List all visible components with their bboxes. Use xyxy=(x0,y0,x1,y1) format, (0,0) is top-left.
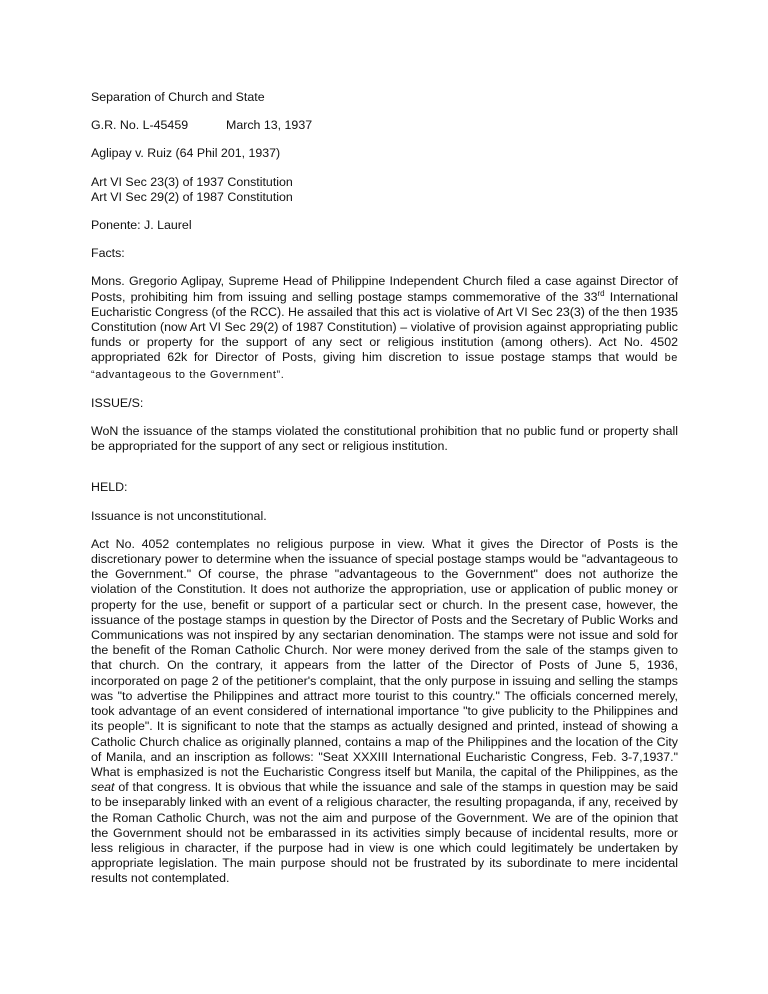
decision-date: March 13, 1937 xyxy=(226,118,313,133)
facts-heading: Facts: xyxy=(91,246,125,261)
facts-text-part-3: be “advantageous to the Government”. xyxy=(91,352,678,381)
held-text-part-1: Act No. 4052 contemplates no religious purpose in view. What it gives the Director of Posts is the discretionary power to determine when the issuance of special postage stamps would be "advantageous to the Government." Of course, the phrase "advantageous to the Government" does not authorize the violation of the Constitution. It does not authorize the appropriation, use or application of public money or property for the use, benefit or support of a particular sect or church. In the present case, however, the issuance of the postage stamps in question by the Director of Posts and the Secretary of Public Works and Communications was not inspired by any sectarian denomination. The stamps were not issue and sold for the benefit of the Roman Catholic Church. Nor were money derived from the sale of the stamps given to that church. On the contrary, it appears from the latter of the Director of Posts of June 5, 1936, incorporated on page 2 of the petitioner's complaint, that the only purpose in issuing and selling the stamps was "to advertise the Philippines and attract more tourist to this country." The officials concerned merely, took advantage of an event considered of international importance "to give publicity to the Philippines and its people". It is significant to note that the stamps as actually designed and printed, instead of showing a Catholic Church chalice as originally planned, contains a map of the Philippines and the location of the City of Manila, and an inscription as follows: "Seat XXXIII International Eucharistic Congress, Feb. 3-7,1937." What is emphasized is not the Eucharistic Congress itself but Manila, the capital of the Philippines, as the xyxy=(91,536,678,779)
facts-paragraph xyxy=(91,274,678,382)
case-name: Aglipay v. Ruiz (64 Phil 201, 1937) xyxy=(91,146,281,161)
held-summary: Issuance is not unconstitutional. xyxy=(91,508,267,523)
held-heading: HELD: xyxy=(91,480,128,495)
gr-number: G.R. No. L-45459 xyxy=(91,118,189,133)
issue-heading: ISSUE/S: xyxy=(91,395,144,410)
constitution-article-1937: Art VI Sec 23(3) of 1937 Constitution xyxy=(91,174,293,189)
held-paragraph xyxy=(91,537,678,887)
issue-paragraph: WoN the issuance of the stamps violated the constitutional prohibition that no public fund or property shall be appropriated for the support of any sect or religious institution. xyxy=(91,424,678,454)
facts-text-part-1: Mons. Gregorio Aglipay, Supreme Head of Philippine Independent Church filed a case against Director of Posts, prohibiting him from issuing and selling postage stamps commemorative of the 33 xyxy=(91,274,678,304)
held-emphasis-seat: seat xyxy=(91,780,115,795)
document-title: Separation of Church and State xyxy=(91,90,265,104)
constitution-article-1987: Art VI Sec 29(2) of 1987 Constitution xyxy=(91,189,293,204)
ordinal-superscript: rd xyxy=(597,288,605,298)
held-text-part-2: of that congress. It is obvious that while the issuance and sale of the stamps in question may be said to be inseparably linked with an event of a religious character, the resulting propaganda, if any, received by the Roman Catholic Church, was not the aim and purpose of the Government. We are of the opinion that the Government should not be embarassed in its activities simply because of incidental results, more or less religious in character, if the purpose had in view is one which could legitimately be undertaken by appropriate legislation. The main purpose should not be frustrated by its subordinate to mere incidental results not contemplated. xyxy=(91,780,678,886)
facts-text-part-2: International Eucharistic Congress (of the RCC). He assailed that this act is violative of Art VI Sec 23(3) of the then 1935 Constitution (now Art VI Sec 29(2) of 1987 Constitution) – violative of provision against appropriating public funds or property for the support of any sect or religious institution (among others). Act No. 4502 appropriated 62k for Director of Posts, giving him discretion to issue postage stamps that would xyxy=(91,289,678,365)
case-number-line xyxy=(91,118,678,133)
document-page xyxy=(91,90,678,887)
ponente: Ponente: J. Laurel xyxy=(91,218,192,233)
